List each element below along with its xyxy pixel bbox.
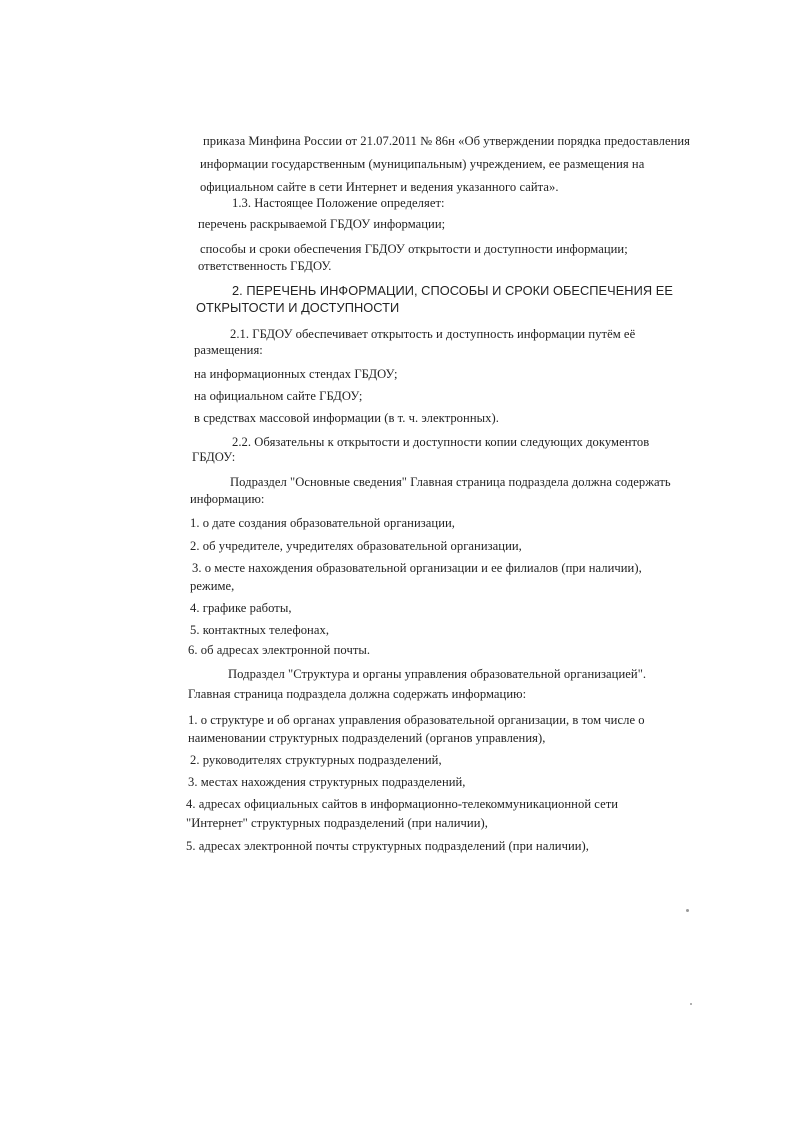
list-item: 5. контактных телефонах, [190, 623, 330, 637]
text-line: режиме, [190, 579, 235, 593]
list-item: 4. адресах официальных сайтов в информационно-телекоммуникационной сети [186, 797, 619, 811]
list-item: 2. руководителях структурных подразделений, [190, 753, 442, 767]
text-line: 1.3. Настоящее Положение определяет: [232, 196, 445, 210]
list-item: 3. местах нахождения структурных подразделений, [188, 775, 466, 789]
text-line: информации государственным (муниципальным) учреждением, ее размещения на [200, 157, 645, 171]
text-line: ответственность ГБДОУ. [198, 259, 332, 273]
text-line: Подраздел "Структура и органы управления образовательной организацией". [228, 667, 647, 681]
text-line: "Интернет" структурных подразделений (при наличии), [186, 816, 488, 830]
scan-speck [690, 1003, 692, 1005]
text-line: в средствах массовой информации (в т. ч. электронных). [194, 411, 499, 425]
text-line: ГБДОУ: [192, 450, 236, 464]
text-line: на информационных стендах ГБДОУ; [194, 367, 398, 381]
list-item: 1. о структуре и об органах управления образовательной организации, в том числе о [188, 713, 645, 727]
text-line: официальном сайте в сети Интернет и ведения указанного сайта». [200, 180, 559, 194]
list-item: 4. графике работы, [190, 601, 292, 615]
list-item: 3. о месте нахождения образовательной организации и ее филиалов (при наличии), [192, 561, 642, 575]
scan-speck [686, 909, 689, 912]
list-item: 2. об учредителе, учредителях образовательной организации, [190, 539, 522, 553]
section-heading: 2. ПЕРЕЧЕНЬ ИНФОРМАЦИИ, СПОСОБЫ И СРОКИ ОБЕСПЕЧЕНИЯ ЕЕ [232, 283, 673, 298]
text-line: 2.2. Обязательны к открытости и доступности копии следующих документов [232, 435, 650, 449]
text-line: на официальном сайте ГБДОУ; [194, 389, 363, 403]
text-line: способы и сроки обеспечения ГБДОУ открытости и доступности информации; [200, 242, 628, 256]
text-line: наименовании структурных подразделений (органов управления), [188, 731, 546, 745]
text-line: 2.1. ГБДОУ обеспечивает открытость и доступность информации путём её [230, 327, 636, 341]
list-item: 6. об адресах электронной почты. [188, 643, 371, 657]
text-line: информацию: [190, 492, 265, 506]
text-line: Подраздел "Основные сведения" Главная страница подраздела должна содержать [230, 475, 671, 489]
list-item: 1. о дате создания образовательной организации, [190, 516, 455, 530]
text-line: размещения: [194, 343, 263, 357]
text-line: приказа Минфина России от 21.07.2011 № 86н «Об утверждении порядка предоставления [203, 134, 691, 148]
list-item: 5. адресах электронной почты структурных подразделений (при наличии), [186, 839, 589, 853]
text-line: перечень раскрываемой ГБДОУ информации; [198, 217, 446, 231]
section-heading: ОТКРЫТОСТИ И ДОСТУПНОСТИ [196, 300, 400, 315]
text-line: Главная страница подраздела должна содержать информацию: [188, 687, 527, 701]
